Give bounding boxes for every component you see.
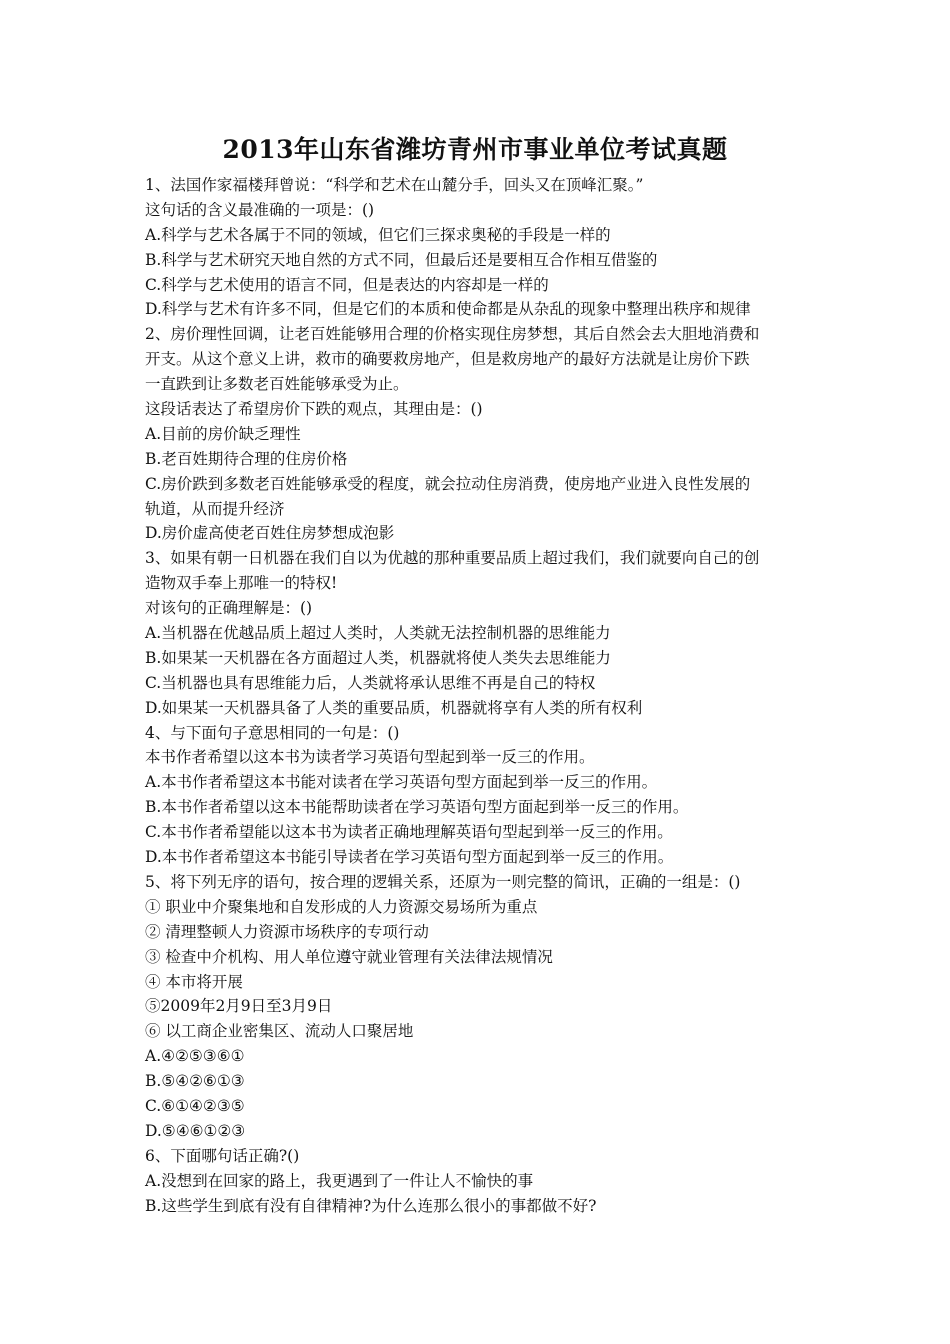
text-line: 对该句的正确理解是：() [145, 599, 313, 618]
text-line: 造物双手奉上那唯一的特权! [145, 574, 338, 593]
text-line: 6、下面哪句话正确?() [145, 1146, 300, 1165]
text-line: D.如果某一天机器具备了人类的重要品质，机器就将享有人类的所有权利 [145, 698, 643, 717]
text-line: B.这些学生到底有没有自律精神?为什么连那么很小的事都做不好? [145, 1196, 597, 1215]
text-line: 开支。从这个意义上讲，救市的确要救房地产，但是救房地产的最好方法就是让房价下跌 [145, 350, 750, 369]
text-line: ③ 检查中介机构、用人单位遵守就业管理有关法律法规情况 [145, 947, 553, 966]
text-line: 本书作者希望以这本书为读者学习英语句型起到举一反三的作用。 [145, 748, 595, 767]
text-line: ⑥ 以工商企业密集区、流动人口聚居地 [145, 1022, 414, 1041]
text-line: D.科学与艺术有许多不同，但是它们的本质和使命都是从杂乱的现象中整理出秩序和规律 [145, 300, 751, 319]
text-line: C.房价跌到多数老百姓能够承受的程度，就会拉动住房消费，使房地产业进入良性发展的 [145, 474, 751, 493]
document-title: 2013年山东省潍坊青州市事业单位考试真题 [222, 135, 728, 164]
text-line: ① 职业中介聚集地和自发形成的人力资源交易场所为重点 [145, 897, 538, 916]
text-line: 这句话的含义最准确的一项是：() [145, 200, 375, 219]
text-line: B.如果某一天机器在各方面超过人类，机器就将使人类失去思维能力 [145, 648, 611, 667]
text-line: A.本书作者希望这本书能对读者在学习英语句型方面起到举一反三的作用。 [145, 773, 658, 792]
text-line: C.科学与艺术使用的语言不同，但是表达的内容却是一样的 [145, 275, 549, 294]
text-line: A.当机器在优越品质上超过人类时，人类就无法控制机器的思维能力 [145, 624, 611, 643]
text-line: 1、法国作家福楼拜曾说：“科学和艺术在山麓分手，回头又在顶峰汇聚。” [145, 176, 644, 194]
text-line: ② 清理整顿人力资源市场秩序的专项行动 [145, 922, 429, 941]
text-line: 3、如果有朝一日机器在我们自以为优越的那种重要品质上超过我们，我们就要向自己的创 [145, 549, 760, 568]
text-line: 一直跌到让多数老百姓能够承受为止。 [145, 375, 409, 394]
text-line: 这段话表达了希望房价下跌的观点，其理由是：() [145, 400, 483, 419]
text-line: A.④②⑤③⑥① [145, 1047, 245, 1066]
text-line: D.房价虚高使老百姓住房梦想成泡影 [145, 524, 395, 543]
text-line: 4、与下面句子意思相同的一句是：() [145, 723, 400, 742]
document-body [145, 173, 815, 1218]
text-line: 2、房价理性回调，让老百姓能够用合理的价格实现住房梦想，其后自然会去大胆地消费和 [145, 325, 760, 344]
text-line: B.老百姓期待合理的住房价格 [145, 449, 348, 468]
text-line: A.没想到在回家的路上，我更遇到了一件让人不愉快的事 [145, 1171, 534, 1190]
text-line: C.本书作者希望能以这本书为读者正确地理解英语句型起到举一反三的作用。 [145, 823, 673, 842]
text-line: ④ 本市将开展 [145, 972, 243, 991]
text-line: D.⑤④⑥①②③ [145, 1121, 246, 1140]
text-line: C.当机器也具有思维能力后，人类就将承认思维不再是自己的特权 [145, 673, 596, 692]
text-line: 轨道，从而提升经济 [145, 499, 285, 518]
text-line: A.科学与艺术各属于不同的领域，但它们三探求奥秘的手段是一样的 [145, 225, 611, 244]
text-line: 5、将下列无序的语句，按合理的逻辑关系，还原为一则完整的简讯，正确的一组是：() [145, 872, 741, 891]
text-line: C.⑥①④②③⑤ [145, 1096, 245, 1115]
text-line: B.科学与艺术研究天地自然的方式不同，但最后还是要相互合作相互借鉴的 [145, 250, 658, 269]
text-line: B.⑤④②⑥①③ [145, 1072, 245, 1091]
text-line: D.本书作者希望这本书能引导读者在学习英语句型方面起到举一反三的作用。 [145, 848, 674, 867]
text-line: B.本书作者希望以这本书能帮助读者在学习英语句型方面起到举一反三的作用。 [145, 798, 689, 817]
text-line: ⑤2009年2月9日至3月9日 [145, 997, 333, 1016]
text-line: A.目前的房价缺乏理性 [145, 424, 301, 443]
